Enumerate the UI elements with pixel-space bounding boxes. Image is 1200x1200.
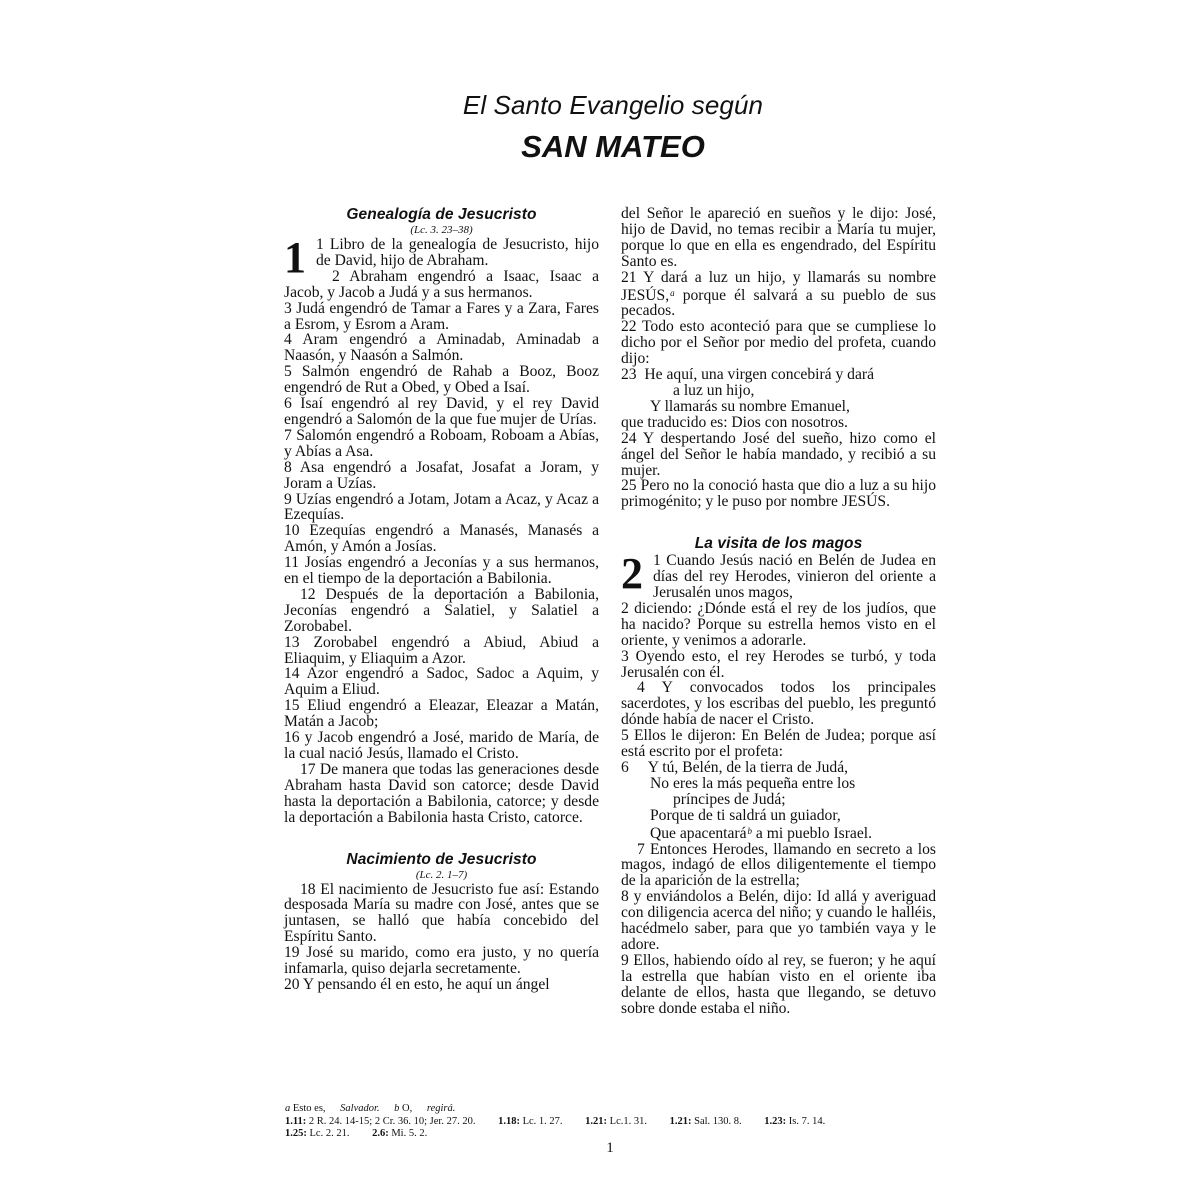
poetry-line: 6 Y tú, Belén, de la tierra de Judá, xyxy=(621,759,849,776)
verse: 15 Eliud engendró a Eleazar, Eleazar a Matán, Matán a Jacob; xyxy=(284,697,599,731)
xref-label: 1.18: xyxy=(498,1115,520,1127)
verse: 1 Libro de la genealogía de Jesucristo, hijo de David, hijo de Abraham. xyxy=(316,236,599,269)
cross-reference xyxy=(285,1116,475,1127)
verse: 13 Zorobabel engendró a Abiud, Abiud a Eliaquim, y Eliaquim a Azor. xyxy=(284,633,599,667)
cross-reference xyxy=(585,1116,647,1127)
cross-references xyxy=(285,1116,925,1141)
footnote-marker: a xyxy=(670,287,675,298)
left-column xyxy=(284,206,599,993)
page-number: 1 xyxy=(606,1140,614,1156)
right-column xyxy=(621,206,936,1017)
poetry-line xyxy=(621,824,936,842)
verse: 18 El nacimiento de Jesucristo fue así: Estando desposada María su madre con José, antes que se juntasen, se halló que había concebido del Espíritu Santo. xyxy=(284,880,599,946)
xref-text: 2 R. 24. 14-15; 2 Cr. 36. 10; Jer. 27. 20. xyxy=(306,1115,476,1127)
footnote-text: Esto es, xyxy=(290,1103,329,1114)
section-heading-magos: La visita de los magos xyxy=(694,535,863,553)
cross-reference xyxy=(764,1116,825,1127)
poetry-line: príncipes de Judá; xyxy=(673,790,786,808)
footnote-a xyxy=(285,1103,380,1114)
poetry-line: a luz un hijo, xyxy=(673,381,755,399)
verse-continuation: del Señor le apareció en sueños y le dijo: José, hijo de David, no temas recibir a María tu mujer, porque lo que en ella es engendrado, del Espíritu Santo es. xyxy=(621,205,936,270)
poetry-text: Que apacentará xyxy=(650,824,747,842)
verse: 8 Asa engendró a Josafat, Josafat a Joram, y Joram a Uzías. xyxy=(284,458,599,492)
verse: 20 Y pensando él en esto, he aquí un ángel xyxy=(284,975,550,993)
xref-text: Lc. 2. 21. xyxy=(306,1128,350,1139)
poetry-block xyxy=(621,760,936,842)
footnote-notes xyxy=(285,1103,925,1116)
verse: 8 y enviándolos a Belén, dijo: Id allá y averiguad con diligencia acerca del niño; y cuando le halléis, hacédmelo saber, para que yo también vaya y le adore. xyxy=(621,888,936,953)
xref-label: 1.21: xyxy=(585,1115,608,1127)
verse: 3 Oyendo esto, el rey Herodes se turbó, y toda Jerusalén con él. xyxy=(621,647,936,681)
verse: 24 Y despertando José del sueño, hizo como el ángel del Señor le había mandado, y recibió a su mujer. xyxy=(621,429,936,479)
xref-text: Is. 7. 14. xyxy=(786,1115,826,1127)
cross-reference xyxy=(372,1128,427,1139)
poetry-block xyxy=(621,367,936,431)
verse: 9 Uzías engendró a Jotam, Jotam a Acaz, y Acaz a Ezequías. xyxy=(284,490,599,524)
chapter-number: 1 xyxy=(284,233,306,282)
verse: 4 Y convocados todos los principales sacerdotes, y los escribas del pueblo, les preguntó dónde había de nacer el Cristo. xyxy=(621,679,936,729)
verse: 14 Azor engendró a Sadoc, Sadoc a Aquim, y Aquim a Eliud. xyxy=(284,665,599,699)
verse: 5 Ellos le dijeron: En Belén de Judea; porque así está escrito por el profeta: xyxy=(621,727,936,761)
verse-text: porque él salvará a su pueblo de sus pecados. xyxy=(621,286,936,320)
poetry-line: No eres la más pequeña entre los xyxy=(650,774,856,792)
section-ref: (Lc. 3. 23–38) xyxy=(410,224,473,236)
poetry-line: 23 He aquí, una virgen concebirá y dará xyxy=(621,366,875,384)
xref-label: 1.23: xyxy=(764,1115,787,1127)
chapter-1-opening xyxy=(284,233,599,282)
verse: 11 Josías engendró a Jeconías y a sus hermanos, en el tiempo de la deportación a Babilonia. xyxy=(284,554,599,588)
section-heading-genealogia: Genealogía de Jesucristo xyxy=(346,206,537,223)
section-ref: (Lc. 2. 1–7) xyxy=(415,868,468,881)
verse: 2 Abraham engendró a Isaac, Isaac a Jacob, y Jacob a Judá y a sus hermanos. xyxy=(284,267,599,301)
book-title xyxy=(0,88,1200,166)
title-subtitle: El Santo Evangelio según xyxy=(462,90,764,120)
xref-text: Mi. 5. 2. xyxy=(388,1128,428,1139)
verse: 17 De manera que todas las generaciones desde Abraham hasta David son catorce; desde David hasta la deportación a Babilonia, catorce; y desde la deportación a Babilonia hasta Cristo, catorce. xyxy=(284,760,599,826)
verse: 7 Salomón engendró a Roboam, Roboam a Abías, y Abías a Asa. xyxy=(284,426,599,460)
footnotes xyxy=(285,1103,925,1141)
poetry-line: Y llamarás su nombre Emanuel, xyxy=(650,397,850,415)
xref-label: 1.25: xyxy=(285,1128,307,1139)
verse: 25 Pero no la conoció hasta que dio a luz a su hijo primogénito; y le puso por nombre JESÚS. xyxy=(621,477,936,511)
poetry-text: a mi pueblo Israel. xyxy=(752,824,872,842)
footnote-marker: b xyxy=(394,1103,400,1114)
footnote-b xyxy=(394,1103,455,1114)
xref-text: Lc.1. 31. xyxy=(607,1115,647,1127)
xref-label: 2.6: xyxy=(372,1128,389,1139)
verse: 6 Isaí engendró al rey David, y el rey David engendró a Salomón de la que fue mujer de Urías. xyxy=(284,395,599,428)
footnote-marker: b xyxy=(747,825,753,836)
verse: 1 Cuando Jesús nació en Belén de Judea en días del rey Herodes, vinieron del oriente a Jerusalén unos magos, xyxy=(653,552,936,602)
verse: 5 Salmón engendró de Rahab a Booz, Booz engendró de Rut a Obed, y Obed a Isaí. xyxy=(284,363,599,397)
footnote-marker: a xyxy=(285,1103,291,1114)
title-main: SAN MATEO xyxy=(521,129,705,164)
verse-text: 21 Y dará a luz un hijo, y llamarás su nombre JESÚS, xyxy=(621,268,936,304)
poetry-line: Porque de ti saldrá un guiador, xyxy=(650,806,841,824)
xref-label: 1.21: xyxy=(669,1115,692,1127)
verse: 19 José su marido, como era justo, y no quería infamarla, quiso dejarla secretamente. xyxy=(284,944,599,978)
verse xyxy=(621,270,936,320)
verse: 22 Todo esto aconteció para que se cumpliese lo dicho por el Señor por medio del profeta, cuando dijo: xyxy=(621,318,936,368)
xref-text: Lc. 1. 27. xyxy=(519,1115,563,1127)
verse: 12 Después de la deportación a Babilonia, Jeconías engendró a Salatiel, y Salatiel a Zorobabel. xyxy=(284,585,599,635)
verse: 7 Entonces Herodes, llamando en secreto a los magos, indagó de ellos diligentemente el tiempo de la aparición de la estrella; xyxy=(621,840,936,890)
xref-label: 1.11: xyxy=(285,1115,307,1127)
cross-reference xyxy=(285,1128,349,1139)
chapter-2-opening xyxy=(621,549,936,602)
verse: 3 Judá engendró de Tamar a Fares y a Zara, Fares a Esrom, y Esrom a Aram. xyxy=(284,299,599,333)
verse: 10 Ezequías engendró a Manasés, Manasés a Amón, y Amón a Josías. xyxy=(284,522,599,556)
verse: 4 Aram engendró a Aminadab, Aminadab a Naasón, y Naasón a Salmón. xyxy=(284,331,599,365)
footnote-term: regirá. xyxy=(426,1103,456,1114)
cross-reference xyxy=(498,1116,562,1127)
cross-reference xyxy=(670,1116,742,1127)
poetry-line: que traducido es: Dios con nosotros. xyxy=(621,413,848,431)
chapter-number: 2 xyxy=(621,549,643,599)
footnote-term: Salvador. xyxy=(340,1103,380,1114)
xref-text: Sal. 130. 8. xyxy=(691,1115,742,1127)
footnote-text: O, xyxy=(399,1103,415,1114)
verse: 2 diciendo: ¿Dónde está el rey de los judíos, que ha nacido? Porque su estrella hemos visto en el oriente, y venimos a adorarle. xyxy=(621,599,936,649)
verse: 16 y Jacob engendró a José, marido de María, de la cual nació Jesús, llamado el Cristo. xyxy=(284,729,599,762)
section-heading-nacimiento: Nacimiento de Jesucristo xyxy=(346,850,537,868)
verse: 9 Ellos, habiendo oído al rey, se fueron; y he aquí la estrella que habían visto en el oriente iba delante de ellos, hasta que llegando, se detuvo sobre donde estaba el niño. xyxy=(621,951,936,1017)
